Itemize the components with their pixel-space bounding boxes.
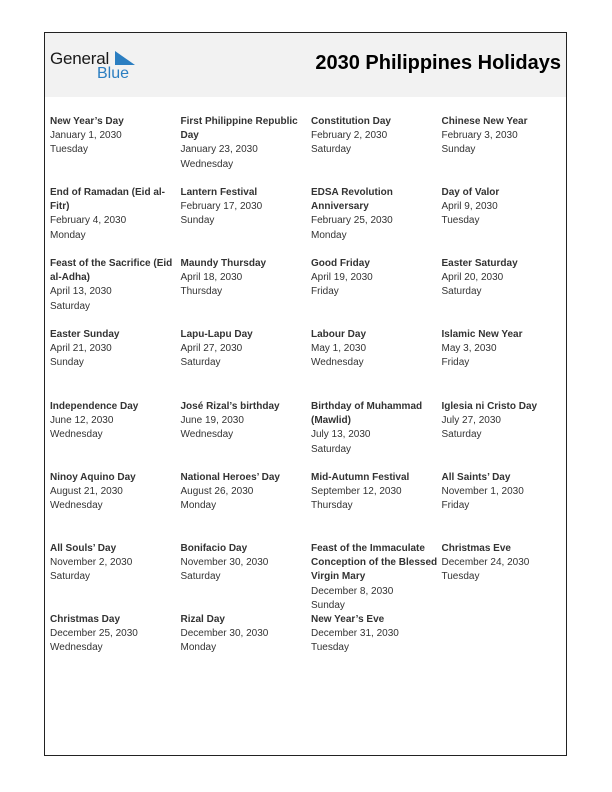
holiday-weekday: Thursday — [311, 500, 353, 512]
holiday-date: April 9, 2030 — [441, 201, 498, 213]
holiday-entry — [311, 613, 442, 685]
holiday-date: February 2, 2030 — [311, 130, 388, 142]
holiday-weekday: Sunday — [50, 357, 84, 369]
holiday-name: Bonifacio Day — [180, 543, 248, 554]
holiday-entry — [311, 186, 442, 257]
holiday-date: November 1, 2030 — [441, 486, 524, 498]
holiday-entry — [442, 542, 570, 613]
logo-general-text: General — [50, 49, 110, 68]
holiday-date: January 1, 2030 — [50, 130, 122, 142]
holiday-entry — [181, 115, 312, 186]
holiday-name: Easter Sunday — [50, 329, 120, 340]
holiday-weekday: Monday — [180, 500, 217, 512]
holiday-name: All Souls’ Day — [50, 543, 117, 554]
holiday-weekday: Wednesday — [50, 500, 103, 512]
holiday-weekday: Saturday — [311, 144, 352, 156]
holiday-weekday: Monday — [180, 642, 217, 654]
holiday-weekday: Wednesday — [180, 158, 234, 170]
logo-triangle-icon — [115, 51, 135, 65]
holiday-entry — [311, 542, 442, 613]
holiday-date: June 12, 2030 — [50, 415, 114, 427]
holiday-date: February 3, 2030 — [441, 130, 518, 142]
holiday-entry — [50, 613, 181, 685]
holiday-entry — [442, 186, 570, 257]
holiday-date: February 25, 2030 — [311, 215, 393, 227]
holiday-entry — [442, 115, 570, 186]
holiday-name: Easter Saturday — [441, 258, 518, 269]
holiday-weekday: Wednesday — [311, 357, 364, 369]
holiday-name: Chinese New Year — [441, 116, 528, 127]
holiday-name: Islamic New Year — [441, 329, 523, 340]
holiday-date: December 30, 2030 — [180, 628, 269, 640]
holiday-weekday: Monday — [50, 229, 86, 241]
holiday-date: April 21, 2030 — [50, 343, 112, 355]
holiday-entry — [311, 471, 442, 542]
holiday-weekday: Saturday — [311, 443, 352, 455]
holiday-entry — [442, 328, 570, 400]
holiday-date: July 13, 2030 — [311, 429, 371, 441]
holiday-name: Rizal Day — [180, 614, 225, 625]
holiday-entry — [50, 471, 181, 542]
holiday-date: December 25, 2030 — [50, 628, 138, 640]
holiday-name: Iglesia ni Cristo Day — [441, 401, 538, 412]
holiday-date: April 18, 2030 — [180, 272, 243, 284]
holiday-date: August 21, 2030 — [50, 486, 123, 498]
holiday-name: Day of Valor — [441, 187, 500, 198]
holiday-weekday: Saturday — [441, 429, 482, 441]
holiday-name: National Heroes’ Day — [180, 472, 280, 483]
holiday-entry — [181, 400, 312, 471]
holiday-date: April 27, 2030 — [180, 343, 243, 355]
holiday-weekday: Saturday — [50, 300, 91, 312]
holiday-weekday: Sunday — [441, 144, 476, 156]
holiday-name: End of Ramadan (Eid al-Fitr) — [50, 187, 166, 213]
holiday-name: All Saints’ Day — [441, 472, 511, 483]
holiday-entry — [50, 400, 181, 471]
holiday-date: August 26, 2030 — [180, 486, 254, 498]
holiday-date: January 23, 2030 — [180, 144, 258, 156]
holiday-entry — [181, 542, 312, 613]
holiday-date: February 4, 2030 — [50, 215, 127, 227]
holiday-weekday: Thursday — [180, 286, 223, 298]
holiday-entry — [311, 400, 442, 471]
holiday-entry — [50, 186, 181, 257]
holiday-weekday: Friday — [441, 500, 470, 512]
holiday-date: November 2, 2030 — [50, 557, 133, 569]
brand-logo — [50, 47, 140, 87]
holiday-name: Birthday of Muhammad (Mawlid) — [311, 401, 423, 427]
holiday-weekday: Tuesday — [50, 144, 88, 156]
holiday-date: November 30, 2030 — [180, 557, 269, 569]
holiday-name: First Philippine Republic Day — [180, 116, 298, 142]
holiday-entry — [50, 328, 181, 400]
holiday-date: June 19, 2030 — [180, 415, 244, 427]
holiday-weekday: Tuesday — [441, 571, 480, 583]
holiday-entry — [50, 542, 181, 613]
header-bar — [45, 33, 566, 97]
holiday-date: December 8, 2030 — [311, 585, 394, 597]
holiday-weekday: Friday — [311, 286, 339, 298]
holiday-name: Feast of the Sacrifice (Eid al-Adha) — [50, 258, 173, 284]
holiday-grid — [50, 115, 570, 685]
holiday-name: Good Friday — [311, 258, 370, 269]
holiday-entry — [442, 257, 570, 328]
holiday-entry — [311, 115, 442, 186]
holiday-weekday: Saturday — [180, 571, 221, 583]
holiday-entry — [181, 186, 312, 257]
holiday-name: Lantern Festival — [180, 187, 258, 198]
holiday-date: May 1, 2030 — [311, 343, 367, 355]
holiday-date: May 3, 2030 — [441, 343, 497, 355]
holiday-name: Maundy Thursday — [180, 258, 267, 269]
holiday-entry — [181, 328, 312, 400]
holiday-name: Christmas Eve — [441, 543, 511, 554]
holiday-entry — [181, 471, 312, 542]
holiday-weekday: Monday — [311, 229, 347, 241]
holiday-entry — [181, 613, 312, 685]
holiday-name: Labour Day — [311, 329, 367, 340]
holiday-name: Christmas Day — [50, 614, 121, 625]
holiday-date: April 13, 2030 — [50, 286, 112, 298]
holiday-date: September 12, 2030 — [311, 486, 402, 498]
holiday-weekday: Sunday — [311, 599, 345, 611]
holiday-name: Independence Day — [50, 401, 139, 412]
holiday-date: December 24, 2030 — [441, 557, 530, 569]
holiday-name: New Year’s Eve — [311, 614, 385, 625]
holiday-weekday: Sunday — [180, 215, 215, 227]
holiday-name: New Year’s Day — [50, 116, 124, 127]
holiday-name: Ninoy Aquino Day — [50, 472, 136, 483]
holiday-weekday: Saturday — [50, 571, 91, 583]
holiday-weekday: Wednesday — [180, 429, 234, 441]
holiday-name: Lapu-Lapu Day — [180, 329, 253, 340]
holiday-date: April 20, 2030 — [441, 272, 504, 284]
holiday-name: Constitution Day — [311, 116, 391, 127]
holiday-weekday: Saturday — [180, 357, 221, 369]
holiday-name: Mid-Autumn Festival — [311, 472, 410, 483]
holiday-name: EDSA Revolution Anniversary — [311, 187, 393, 213]
holiday-entry — [442, 400, 570, 471]
holiday-name: José Rizal’s birthday — [180, 401, 280, 412]
holiday-weekday: Wednesday — [50, 429, 103, 441]
holiday-weekday: Saturday — [441, 286, 482, 298]
holiday-date: April 19, 2030 — [311, 272, 373, 284]
holiday-name: Feast of the Immaculate Conception of the Blessed Virgin Mary — [311, 543, 438, 583]
page-title: 2030 Philippines Holidays — [315, 52, 561, 74]
holiday-weekday: Wednesday — [50, 642, 103, 654]
holiday-entry — [50, 257, 181, 328]
holiday-date: December 31, 2030 — [311, 628, 399, 640]
holiday-entry — [442, 471, 570, 542]
holiday-weekday: Friday — [441, 357, 470, 369]
logo-blue-text: Blue — [97, 65, 130, 82]
holiday-date: February 17, 2030 — [180, 201, 263, 213]
holiday-entry — [50, 115, 181, 186]
page-frame — [44, 32, 567, 756]
holiday-weekday: Tuesday — [441, 215, 480, 227]
holiday-weekday: Tuesday — [311, 642, 349, 654]
holiday-entry — [181, 257, 312, 328]
holiday-entry — [311, 328, 442, 400]
holiday-entry — [311, 257, 442, 328]
holiday-date: July 27, 2030 — [441, 415, 501, 427]
